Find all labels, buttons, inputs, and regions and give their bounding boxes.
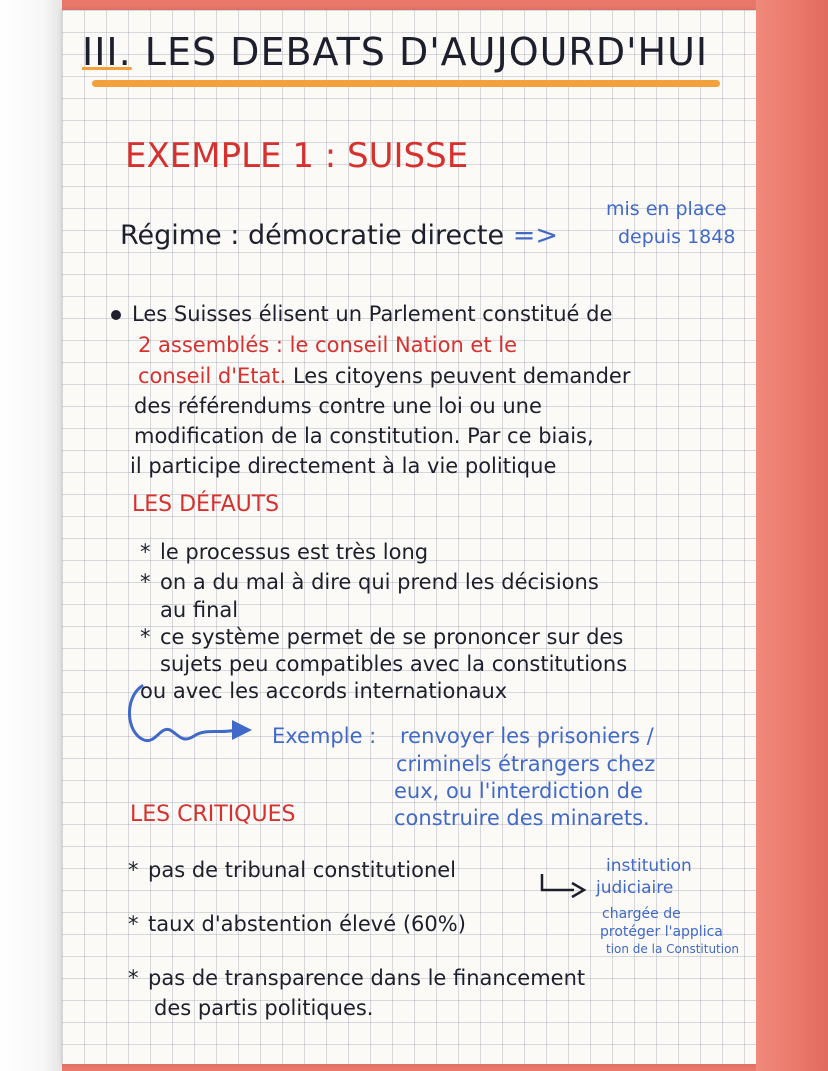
exemple-line-1: renvoyer les prisoniers / [400, 724, 654, 748]
regime-arrow: => [512, 220, 558, 251]
exemple-line-3: eux, ou l'interdiction de [394, 779, 643, 803]
example-country: SUISSE [347, 136, 469, 176]
defaut-item-2: * on a du mal à dire qui prend les décisions [140, 570, 599, 594]
critique-note-2b: protéger l'applica [600, 924, 723, 940]
critique-note-2c: tion de la Constitution [606, 942, 740, 956]
example-heading [125, 136, 468, 176]
title-text: LES DEBATS D'AUJOURD'HUI [144, 30, 709, 74]
title-number: III. [82, 30, 132, 74]
paragraph-line-3-ink: Les citoyens peuvent demander [286, 364, 631, 388]
small-arrow-icon [538, 872, 588, 902]
critique-item-2: * taux d'abstention élevé (60%) [128, 912, 466, 936]
paragraph-line-5: modification de la constitution. Par ce biais, [134, 424, 594, 448]
page-title [82, 30, 708, 74]
critique-item-3-cont: des partis politiques. [154, 996, 374, 1020]
regime-note-line1: mis en place [606, 198, 727, 220]
binder-edge [756, 0, 828, 1071]
regime-note-line2: depuis 1848 [618, 226, 736, 248]
example-label: EXEMPLE 1 : [125, 136, 337, 176]
page-left-margin [0, 0, 62, 1071]
paragraph-line-4: des référendums contre une loi ou une [134, 394, 542, 418]
defauts-heading: LES DÉFAUTS [132, 492, 280, 517]
defaut-item-3-end: ou avec les accords internationaux [140, 679, 508, 703]
critique-note-1b: judiciaire [596, 878, 674, 898]
defaut-item-2-cont: au final [160, 598, 239, 622]
defaut-item-1: * le processus est très long [140, 540, 429, 564]
paragraph-line-1: Les Suisses élisent un Parlement constitué de [132, 302, 613, 326]
regime-label: Régime : démocratie directe [120, 220, 505, 251]
title-underline [92, 80, 720, 87]
bullet-point [111, 310, 121, 320]
paragraph-line-3-red: conseil d'Etat. [138, 364, 287, 388]
critique-item-1: * pas de tribunal constitutionel [128, 858, 457, 882]
swirl-arrow-icon [124, 678, 264, 758]
exemple-label: Exemple : [272, 724, 377, 748]
critique-note-2a: chargée de [602, 906, 681, 922]
defaut-item-3: * ce système permet de se prononcer sur des [140, 625, 624, 649]
paragraph-line-6: il participe directement à la vie politique [130, 454, 557, 478]
critiques-heading: LES CRITIQUES [130, 802, 296, 827]
critique-item-3: * pas de transparence dans le financement [128, 966, 586, 990]
paragraph-line-3 [138, 364, 630, 388]
regime-line [120, 220, 558, 251]
exemple-line-2: criminels étrangers chez [396, 752, 656, 776]
critique-note-1a: institution [606, 856, 692, 876]
defaut-item-3-cont: sujets peu compatibles avec la constitutions [160, 652, 628, 676]
paragraph-line-2: 2 assemblés : le conseil Nation et le [138, 333, 518, 357]
exemple-line-4: construire des minarets. [394, 806, 650, 830]
